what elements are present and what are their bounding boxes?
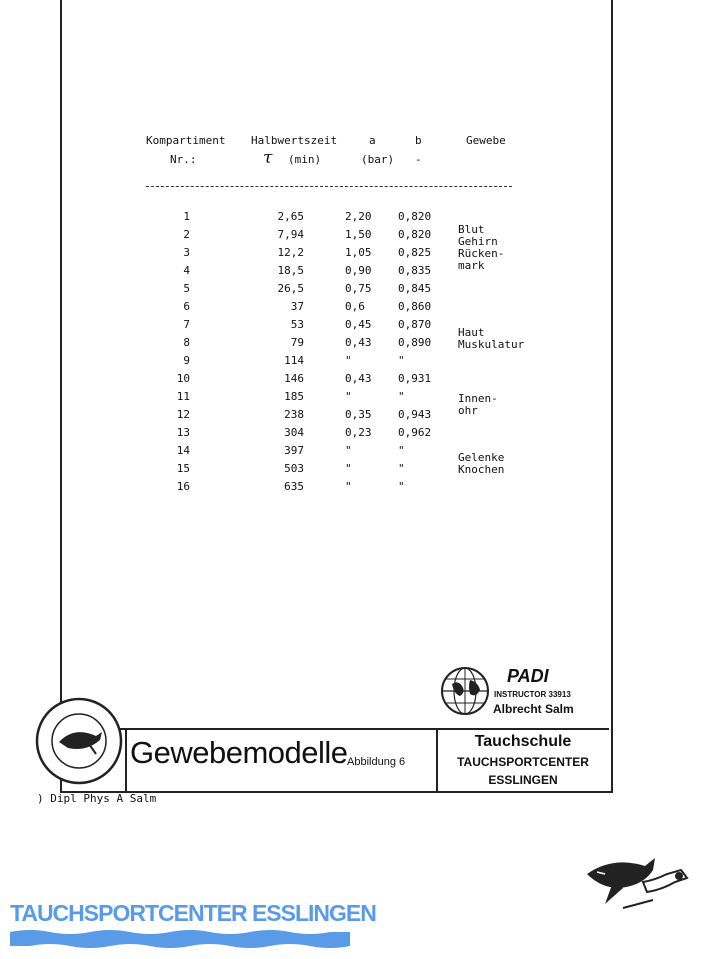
row-b: " bbox=[398, 480, 405, 493]
document-title: Gewebemodelle bbox=[130, 735, 348, 770]
row-a: 1,05 bbox=[345, 246, 372, 259]
tissue-muskulatur: Muskulatur bbox=[458, 338, 525, 351]
row-b: 0,860 bbox=[398, 300, 432, 313]
row-nr: 16 bbox=[176, 480, 190, 493]
figure-number: Abbildung 6 bbox=[347, 756, 406, 768]
row-tau: 238 bbox=[284, 408, 304, 421]
row-a: 0,90 bbox=[345, 264, 372, 277]
header-nr: Nr.: bbox=[170, 153, 197, 166]
row-b: 0,825 bbox=[398, 246, 432, 259]
row-a: 2,20 bbox=[345, 210, 372, 223]
shark-diver-logo bbox=[583, 852, 693, 922]
row-a: 0,35 bbox=[345, 408, 372, 421]
row-b: " bbox=[398, 444, 405, 457]
row-b: " bbox=[398, 462, 405, 475]
row-nr: 15 bbox=[176, 462, 190, 475]
row-tau: 12,2 bbox=[277, 246, 304, 259]
header-bar: (bar) bbox=[361, 153, 395, 166]
tissue-blut: Blut bbox=[458, 223, 485, 236]
title-divider-right bbox=[436, 728, 438, 791]
row-nr: 6 bbox=[183, 300, 190, 313]
school-city: ESSLINGEN bbox=[488, 773, 558, 787]
row-nr: 13 bbox=[176, 426, 190, 439]
row-a: " bbox=[345, 480, 352, 493]
row-nr: 3 bbox=[183, 246, 190, 259]
header-gewebe: Gewebe bbox=[466, 134, 506, 147]
row-nr: 4 bbox=[183, 264, 190, 277]
row-b: 0,962 bbox=[398, 426, 432, 439]
padi-logo: PADI bbox=[507, 666, 549, 686]
header-b: b bbox=[415, 134, 422, 147]
row-tau: 503 bbox=[284, 462, 304, 475]
header-tau-symbol: τ bbox=[263, 148, 273, 168]
row-a: 0,23 bbox=[345, 426, 372, 439]
row-nr: 1 bbox=[183, 210, 190, 223]
title-divider-left bbox=[125, 728, 127, 791]
tissue-knochen: Knochen bbox=[458, 463, 505, 476]
header-min: (min) bbox=[288, 153, 322, 166]
row-b: 0,943 bbox=[398, 408, 432, 421]
row-nr: 12 bbox=[176, 408, 190, 421]
row-b: 0,820 bbox=[398, 210, 432, 223]
tissue-gehirn: Gehirn bbox=[458, 235, 498, 248]
row-tau: 26,5 bbox=[277, 282, 304, 295]
school-name: Tauchschule bbox=[474, 733, 572, 750]
row-tau: 635 bbox=[284, 480, 304, 493]
row-a: 0,6 bbox=[345, 300, 365, 313]
header-kompartiment: Kompartiment bbox=[146, 134, 226, 147]
row-tau: 79 bbox=[290, 336, 304, 349]
row-nr: 11 bbox=[176, 390, 190, 403]
row-tau: 37 bbox=[290, 300, 304, 313]
row-nr: 2 bbox=[183, 228, 190, 241]
row-tau: 114 bbox=[284, 354, 304, 367]
tissue-mark: mark bbox=[458, 259, 485, 272]
row-tau: 53 bbox=[290, 318, 304, 331]
row-b: 0,845 bbox=[398, 282, 432, 295]
copyright-note: ) Dipl Phys A Salm bbox=[37, 792, 157, 805]
row-tau: 304 bbox=[284, 426, 304, 439]
header-halbwertszeit: Halbwertszeit bbox=[251, 134, 338, 147]
tissue-ohr: ohr bbox=[458, 404, 478, 417]
header-b-unit: - bbox=[415, 153, 422, 166]
row-a: 0,43 bbox=[345, 372, 372, 385]
row-nr: 10 bbox=[176, 372, 190, 385]
row-nr: 7 bbox=[183, 318, 190, 331]
globe-icon bbox=[440, 666, 490, 716]
footer-brand: TAUCHSPORTCENTER ESSLINGEN bbox=[10, 900, 376, 926]
row-a: 0,45 bbox=[345, 318, 372, 331]
row-b: 0,820 bbox=[398, 228, 432, 241]
row-nr: 9 bbox=[183, 354, 190, 367]
padi-instructor-number: INSTRUCTOR 33913 bbox=[494, 690, 571, 699]
header-rule bbox=[146, 186, 512, 187]
tissue-innen: Innen- bbox=[458, 392, 498, 405]
row-a: " bbox=[345, 390, 352, 403]
row-b: 0,870 bbox=[398, 318, 432, 331]
row-tau: 397 bbox=[284, 444, 304, 457]
row-nr: 8 bbox=[183, 336, 190, 349]
row-tau: 7,94 bbox=[277, 228, 304, 241]
row-a: 0,43 bbox=[345, 336, 372, 349]
row-b: 0,890 bbox=[398, 336, 432, 349]
tissue-haut: Haut bbox=[458, 326, 485, 339]
row-tau: 18,5 bbox=[277, 264, 304, 277]
row-tau: 146 bbox=[284, 372, 304, 385]
row-nr: 5 bbox=[183, 282, 190, 295]
row-tau: 2,65 bbox=[277, 210, 304, 223]
row-a: 0,75 bbox=[345, 282, 372, 295]
row-b: 0,835 bbox=[398, 264, 432, 277]
row-a: " bbox=[345, 444, 352, 457]
header-a: a bbox=[369, 134, 376, 147]
tissue-gelenke: Gelenke bbox=[458, 451, 505, 464]
row-a: " bbox=[345, 354, 352, 367]
tissue-ruecken: Rücken- bbox=[458, 247, 505, 260]
row-b: " bbox=[398, 354, 405, 367]
row-b: " bbox=[398, 390, 405, 403]
row-nr: 14 bbox=[176, 444, 190, 457]
row-a: 1,50 bbox=[345, 228, 372, 241]
row-b: 0,931 bbox=[398, 372, 432, 385]
padi-instructor-name: Albrecht Salm bbox=[493, 702, 574, 716]
row-a: " bbox=[345, 462, 352, 475]
school-center: TAUCHSPORTCENTER bbox=[457, 755, 589, 769]
brand-wave-decoration bbox=[10, 928, 350, 950]
row-tau: 185 bbox=[284, 390, 304, 403]
